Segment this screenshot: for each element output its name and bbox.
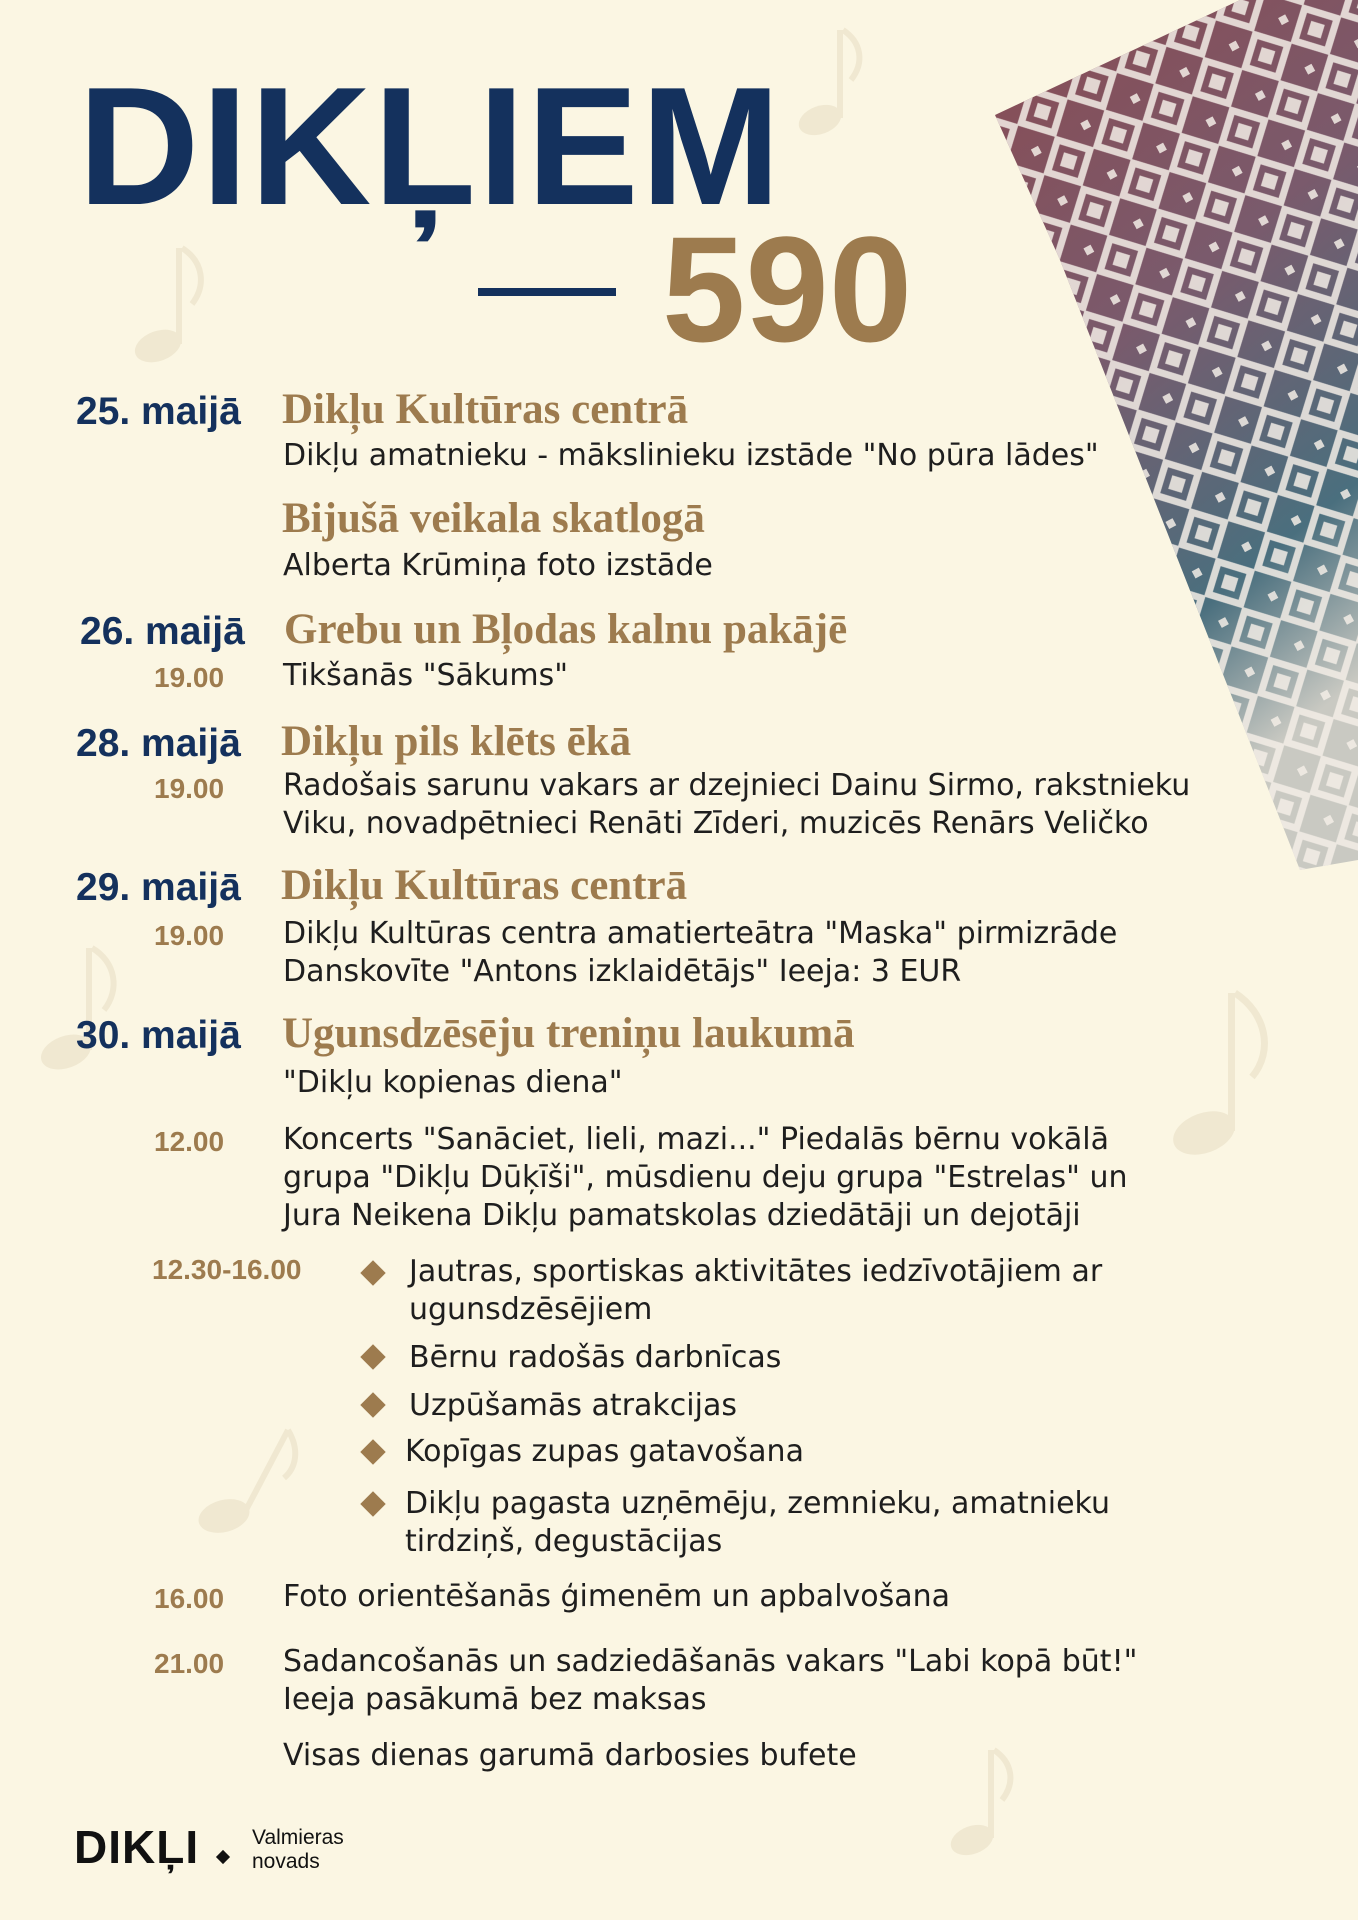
event-place: Ugunsdzēsēju treniņu laukumā bbox=[282, 1010, 855, 1057]
page-title: DIKĻIEM bbox=[78, 52, 783, 240]
music-note-icon bbox=[1170, 985, 1280, 1165]
event-date: 30. maijā bbox=[76, 1014, 241, 1057]
bullet-diamond-icon bbox=[360, 1392, 385, 1417]
activity-line: Bērnu radošās darbnīcas bbox=[409, 1340, 782, 1375]
event-time: 12.00 bbox=[154, 1126, 225, 1157]
description-line: Danskovīte "Antons izklaidētājs" Ieeja: 3 EUR bbox=[283, 954, 962, 989]
title-dash bbox=[478, 288, 616, 296]
event-date: 29. maijā bbox=[76, 866, 241, 909]
event-description: Dikļu amatnieku - mākslinieku izstāde "No pūra lādes" bbox=[283, 438, 1099, 473]
description-line: grupa "Dikļu Dūķīši", mūsdienu deju grupa "Estrelas" un bbox=[283, 1160, 1128, 1195]
activity-line: Dikļu pagasta uzņēmēju, zemnieku, amatnieku bbox=[405, 1486, 1110, 1521]
event-description: Tikšanās "Sākums" bbox=[283, 658, 569, 693]
event-time: 19.00 bbox=[154, 773, 225, 804]
description-line: Viku, novadpētnieci Renāti Zīderi, muzicēs Renārs Veličko bbox=[283, 806, 1149, 841]
event-description bbox=[283, 1643, 1137, 1719]
event-time: 19.00 bbox=[154, 662, 225, 693]
event-place: Dikļu Kultūras centrā bbox=[281, 862, 688, 909]
event-time: 19.00 bbox=[154, 920, 225, 951]
event-date: 26. maijā bbox=[80, 610, 245, 653]
event-place: Grebu un Bļodas kalnu pakājē bbox=[284, 606, 848, 653]
activity-line: Jautras, sportiskas aktivitātes iedzīvotājiem ar bbox=[409, 1254, 1103, 1289]
description-line: Sadancošanās un sadziedāšanās vakars "Labi kopā būt!" bbox=[283, 1644, 1138, 1679]
music-note-icon bbox=[795, 22, 865, 142]
activity-item bbox=[409, 1387, 737, 1425]
activity-item bbox=[405, 1433, 804, 1471]
activity-item bbox=[409, 1253, 1102, 1329]
bullet-diamond-icon bbox=[360, 1344, 385, 1369]
event-place: Dikļu Kultūras centrā bbox=[282, 386, 689, 433]
event-time: 21.00 bbox=[154, 1648, 225, 1679]
activity-line: tirdziņš, degustācijas bbox=[405, 1524, 723, 1559]
event-description bbox=[283, 915, 1117, 991]
bullet-diamond-icon bbox=[360, 1260, 385, 1285]
event-description bbox=[283, 767, 1190, 843]
region-label bbox=[252, 1826, 344, 1874]
music-note-icon bbox=[38, 940, 128, 1080]
music-note-icon bbox=[196, 1420, 306, 1540]
event-place: Bijušā veikala skatlogā bbox=[282, 495, 705, 542]
logo-dot-icon bbox=[216, 1850, 230, 1864]
description-line: Radošais sarunu vakars ar dzejnieci Dainu Sirmo, rakstnieku bbox=[283, 768, 1191, 803]
event-date: 28. maijā bbox=[76, 722, 241, 765]
bullet-diamond-icon bbox=[360, 1439, 385, 1464]
activity-line: Uzpūšamās atrakcijas bbox=[409, 1388, 737, 1423]
activity-line: Kopīgas zupas gatavošana bbox=[405, 1434, 804, 1469]
event-subtitle: "Dikļu kopienas diena" bbox=[283, 1065, 623, 1100]
event-description bbox=[283, 1121, 1128, 1235]
bullet-diamond-icon bbox=[360, 1491, 385, 1516]
activity-item bbox=[405, 1485, 1110, 1561]
region-line: novads bbox=[252, 1850, 320, 1873]
event-time: 16.00 bbox=[154, 1583, 225, 1614]
event-description: Alberta Krūmiņa foto izstāde bbox=[283, 548, 713, 583]
music-note-icon bbox=[132, 240, 212, 370]
description-line: Ieeja pasākumā bez maksas bbox=[283, 1682, 707, 1717]
activity-line: ugunsdzēsējiem bbox=[409, 1292, 653, 1327]
music-note-icon bbox=[948, 1742, 1018, 1862]
description-line: Dikļu Kultūras centra amatierteātra "Maska" pirmizrāde bbox=[283, 916, 1118, 951]
event-description: Foto orientēšanās ģimenēm un apbalvošana bbox=[283, 1579, 951, 1614]
region-line: Valmieras bbox=[252, 1826, 344, 1849]
activity-item bbox=[409, 1339, 781, 1377]
dikli-logo: DIKĻI bbox=[74, 1821, 200, 1873]
event-time: 12.30-16.00 bbox=[152, 1254, 302, 1285]
closing-note: Visas dienas garumā darbosies bufete bbox=[283, 1738, 857, 1773]
event-place: Dikļu pils klēts ēkā bbox=[281, 718, 632, 765]
event-date: 25. maijā bbox=[76, 390, 241, 433]
anniversary-number: 590 bbox=[662, 205, 913, 373]
description-line: Koncerts "Sanāciet, lieli, mazi..." Piedalās bērnu vokālā bbox=[283, 1122, 1109, 1157]
description-line: Jura Neikena Dikļu pamatskolas dziedātāji un dejotāji bbox=[283, 1198, 1081, 1233]
